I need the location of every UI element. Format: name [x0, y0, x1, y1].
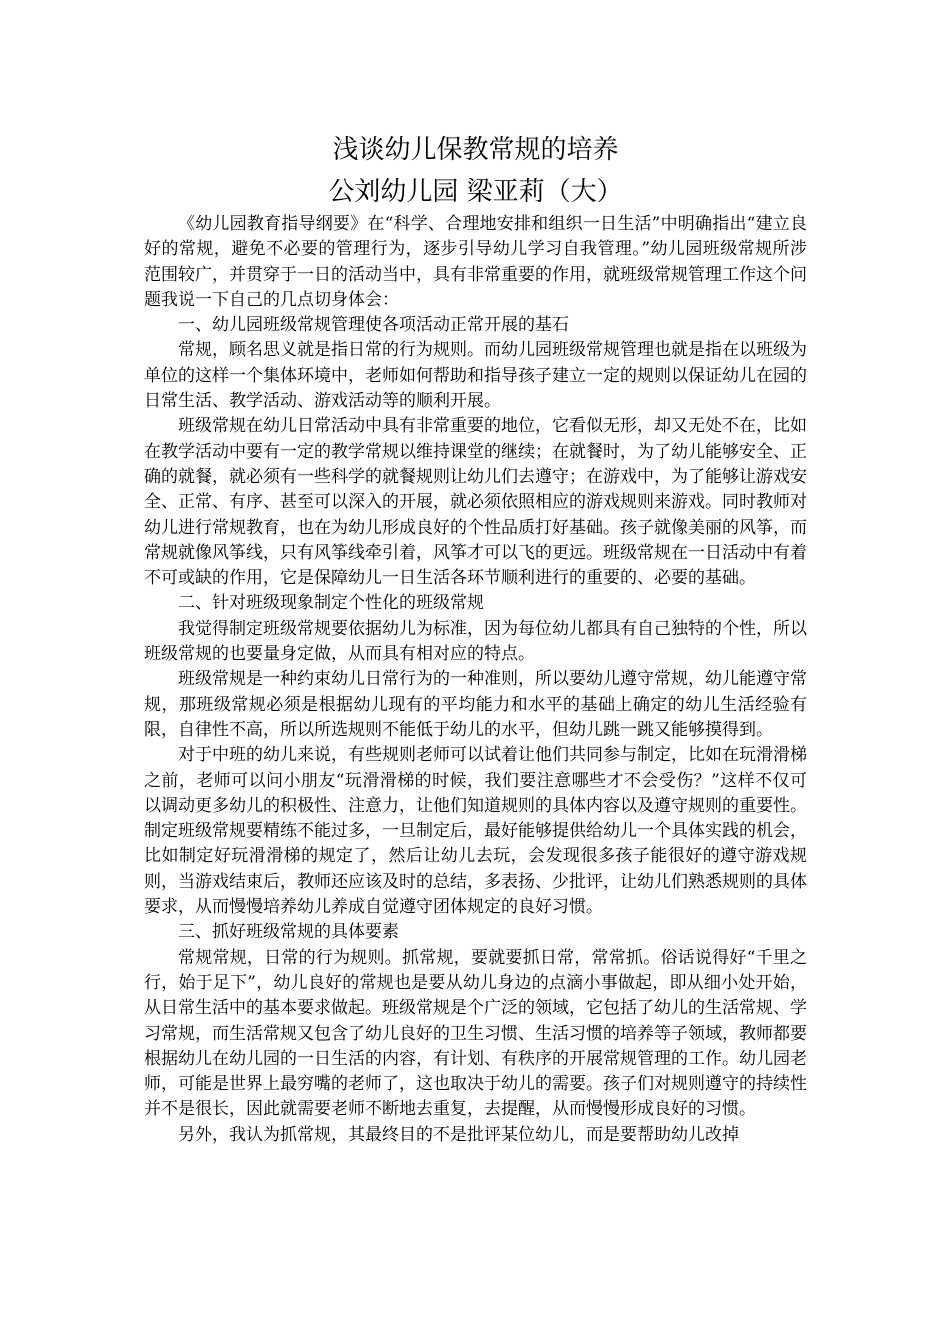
paragraph: 常规常规，日常的行为规则。抓常规，要就要抓日常，常常抓。俗话说得好“千里之行，始于足下”，幼儿良好的常规也是要从幼儿身边的点滴小事做起，即从细小处开始，从日常生活中的基本要求做起。班级常规是个广泛的领域，它包括了幼儿的生活常规、学习常规，而生活常规又包含了幼儿良好的卫生习惯、生活习惯的培养等子领域，教师都要根据幼儿在幼儿园的一日生活的内容，有计划、有秩序的开展常规管理的工作。幼儿园老师，可能是世界上最穷嘴的老师了，这也取决于幼儿的需要。孩子们对规则遵守的持续性并不是很长，因此就需要老师不断地去重复，去提醒，从而慢慢形成良好的习惯。 — [144, 947, 807, 1120]
document-page — [144, 128, 807, 1148]
section-heading-2: 二、针对班级现象制定个性化的班级常规 — [178, 593, 484, 614]
paragraph: 班级常规在幼儿日常活动中具有非常重要的地位，它看似无形，却又无处不在，比如在教学活动中要有一定的教学常规以维持课堂的继续；在就餐时，为了幼儿能够安全、正确的就餐，就必须有一些科学的就餐规则让幼儿们去遵守；在游戏中，为了能够让游戏安全、正常、有序、甚至可以深入的开展，就必须依照相应的游戏规则来游戏。同时教师对幼儿进行常规教育，也在为幼儿形成良好的个性品质打好基础。孩子就像美丽的风筝，而常规就像风筝线，只有风筝线牵引着，风筝才可以飞的更远。班级常规在一日活动中有着不可或缺的作用，它是保障幼儿一日生活各环节顺利进行的重要的、必要的基础。 — [144, 416, 807, 589]
paragraph: 班级常规是一种约束幼儿日常行为的一种准则，所以要幼儿遵守常规，幼儿能遵守常规，那班级常规必须是根据幼儿现有的平均能力和水平的基础上确定的幼儿生活经验有限，自律性不高，所以所选规则不能低于幼儿的水平，但幼儿跳一跳又能够摸得到。 — [144, 669, 807, 740]
paragraph-intro: 《幼儿园教育指导纲要》在“科学、合理地安排和组织一日生活”中明确指出“建立良好的常规，避免不必要的管理行为，逐步引导幼儿学习自我管理。”幼儿园班级常规所涉范围较广，并贯穿于一日的活动当中，具有非常重要的作用，就班级常规管理工作这个问题我说一下自己的几点切身体会： — [144, 214, 807, 310]
paragraph: 常规，顾名思义就是指日常的行为规则。而幼儿园班级常规管理也就是指在以班级为单位的这样一个集体环境中，老师如何帮助和指导孩子建立一定的规则以保证幼儿在园的日常生活、教学活动、游戏活动等的顺利开展。 — [144, 340, 807, 412]
paragraph: 对于中班的幼儿来说，有些规则老师可以试着让他们共同参与制定，比如在玩滑滑梯之前，老师可以问小朋友“玩滑滑梯的时候，我们要注意哪些才不会受伤？”这样不仅可以调动更多幼儿的积极性、注意力，让他们知道规则的具体内容以及遵守规则的重要性。制定班级常规要精练不能过多，一旦制定后，最好能够提供给幼儿一个具体实践的机会，比如制定好玩滑滑梯的规定了，然后让幼儿去玩，会发现很多孩子能很好的遵守游戏规则，当游戏结束后，教师还应该及时的总结，多表扬、少批评，让幼儿们熟悉规则的具体要求，从而慢慢培养幼儿养成自觉遵守团体规定的良好习惯。 — [144, 745, 807, 918]
section-heading-1: 一、幼儿园班级常规管理使各项活动正常开展的基石 — [178, 315, 569, 336]
document-author: 公刘幼儿园 梁亚莉（大） — [328, 177, 623, 207]
paragraph: 我觉得制定班级常规要依据幼儿为标准，因为每位幼儿都具有自己独特的个性，所以班级常规的也要量身定做，从而具有相对应的特点。 — [144, 618, 807, 665]
paragraph: 另外，我认为抓常规，其最终目的不是批评某位幼儿，而是要帮助幼儿改掉 — [178, 1124, 739, 1145]
section-heading-3: 三、抓好班级常规的具体要素 — [178, 922, 399, 943]
document-title: 浅谈幼儿保教常规的培养 — [332, 135, 619, 165]
